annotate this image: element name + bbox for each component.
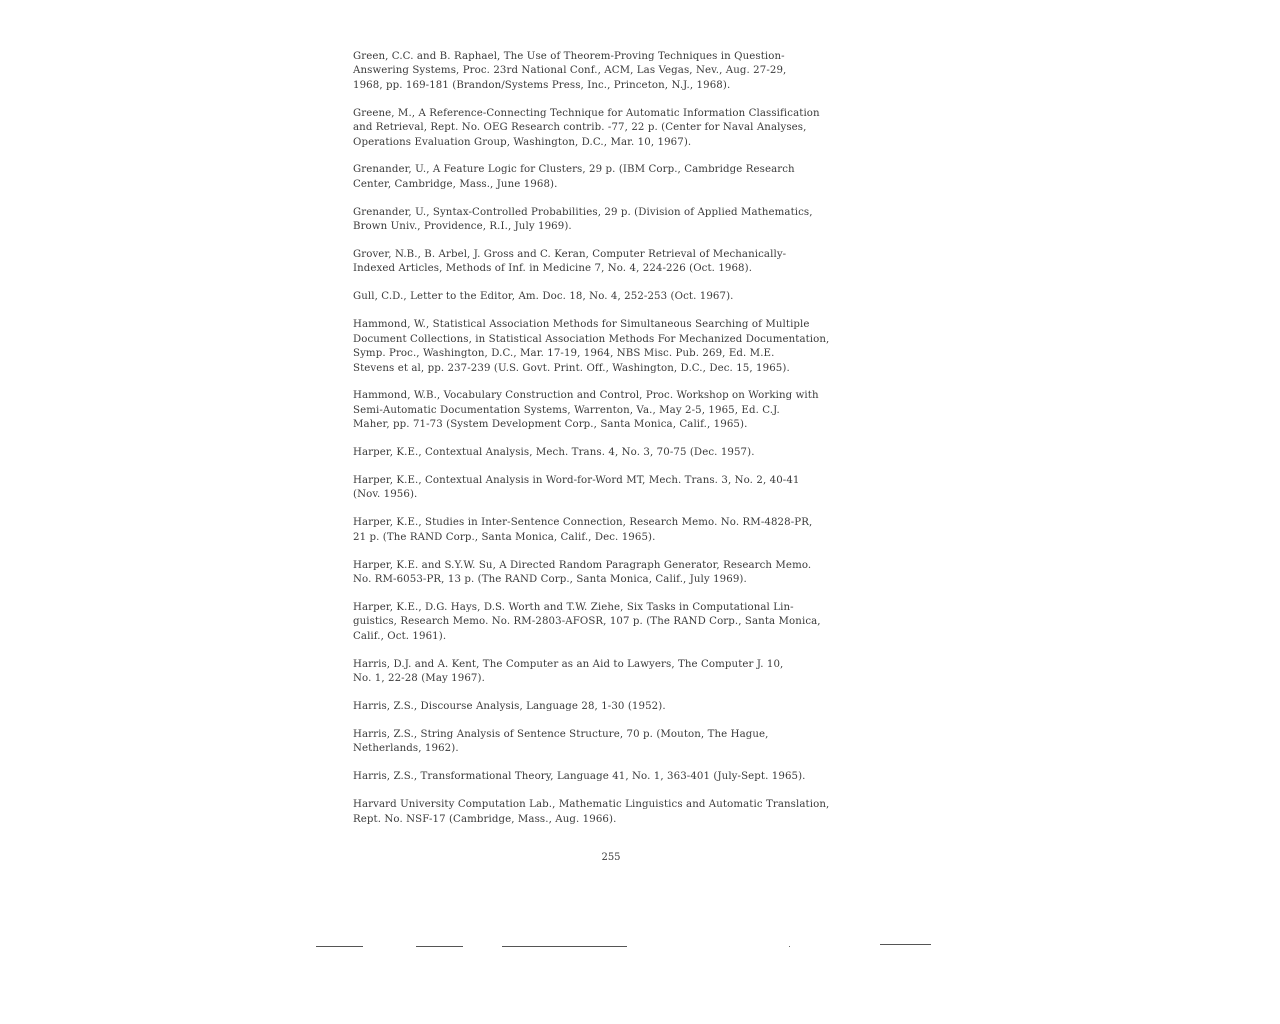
reference-entry: Harris, Z.S., String Analysis of Sentence Structure, 70 p. (Mouton, The Hague, Netherlands, 1962).	[353, 728, 769, 755]
reference-entry: Green, C.C. and B. Raphael, The Use of Theorem-Proving Techniques in Question- Answering Systems, Proc. 23rd National Conf., ACM, Las Vegas, Nev., Aug. 27-29, 1968, pp. 169-181 (Brandon/Systems Press, Inc., Princeton, N.J., 1968).	[353, 51, 787, 91]
reference-entry: Harvard University Computation Lab., Mathematic Linguistics and Automatic Translation, Rept. No. NSF-17 (Cambridge, Mass., Aug. 1966).	[353, 799, 830, 825]
scan-artifact-dot	[789, 946, 790, 947]
reference-list	[353, 50, 868, 840]
reference-entry: Hammond, W., Statistical Association Methods for Simultaneous Searching of Multiple Document Collections, in Statistical Association Methods For Mechanized Documentation, Symp. Proc., Washington, D.C., Mar. 17-19, 1964, NBS Misc. Pub. 269, Ed. M.E. Stevens et al, pp. 237-239 (U.S. Govt. Print. Off., Washington, D.C., Dec. 15, 1965).	[353, 319, 830, 374]
reference-entry: Harris, D.J. and A. Kent, The Computer as an Aid to Lawyers, The Computer J. 10, No. 1, 22-28 (May 1967).	[353, 658, 784, 685]
reference-entry: Harper, K.E., Contextual Analysis, Mech. Trans. 4, No. 3, 70-75 (Dec. 1957).	[353, 447, 755, 459]
reference-entry: Harper, K.E., Contextual Analysis in Word-for-Word MT, Mech. Trans. 3, No. 2, 40-41 (Nov. 1956).	[353, 475, 800, 501]
reference-entry: Hammond, W.B., Vocabulary Construction and Control, Proc. Workshop on Working with Semi-Automatic Documentation Systems, Warrenton, Va., May 2-5, 1965, Ed. C.J. Maher, pp. 71-73 (System Development Corp., Santa Monica, Calif., 1965).	[353, 390, 819, 431]
scan-artifact-line	[880, 944, 931, 945]
reference-entry: Harper, K.E., D.G. Hays, D.S. Worth and T.W. Ziehe, Six Tasks in Computational Lin- guistics, Research Memo. No. RM-2803-AFOSR, 107 p. (The RAND Corp., Santa Monica, Calif., Oct. 1961).	[353, 601, 821, 642]
reference-entry: Greene, M., A Reference-Connecting Technique for Automatic Information Classification and Retrieval, Rept. No. OEG Research contrib. -77, 22 p. (Center for Naval Analyses, Operations Evaluation Group, Washington, D.C., Mar. 10, 1967).	[353, 107, 820, 148]
reference-entry: Gull, C.D., Letter to the Editor, Am. Doc. 18, No. 4, 252-253 (Oct. 1967).	[353, 291, 734, 303]
page-number: 255	[601, 852, 621, 863]
reference-entry: Harris, Z.S., Transformational Theory, Language 41, No. 1, 363-401 (July-Sept. 1965).	[353, 771, 806, 783]
scan-artifact-line	[316, 946, 363, 947]
reference-entry: Grover, N.B., B. Arbel, J. Gross and C. Keran, Computer Retrieval of Mechanically- Indexed Articles, Methods of Inf. in Medicine 7, No. 4, 224-226 (Oct. 1968).	[353, 249, 787, 275]
reference-entry: Harper, K.E. and S.Y.W. Su, A Directed Random Paragraph Generator, Research Memo. No. RM-6053-PR, 13 p. (The RAND Corp., Santa Monica, Calif., July 1969).	[353, 559, 812, 586]
reference-entry: Grenander, U., Syntax-Controlled Probabilities, 29 p. (Division of Applied Mathematics, Brown Univ., Providence, R.I., July 1969).	[353, 206, 813, 233]
reference-entry: Grenander, U., A Feature Logic for Clusters, 29 p. (IBM Corp., Cambridge Research Center, Cambridge, Mass., June 1968).	[353, 164, 795, 190]
reference-entry: Harper, K.E., Studies in Inter-Sentence Connection, Research Memo. No. RM-4828-PR, 21 p. (The RAND Corp., Santa Monica, Calif., Dec. 1965).	[353, 517, 813, 543]
scan-artifact-line	[502, 946, 627, 947]
reference-entry: Harris, Z.S., Discourse Analysis, Language 28, 1-30 (1952).	[353, 701, 666, 712]
scan-artifact-line	[416, 946, 463, 947]
